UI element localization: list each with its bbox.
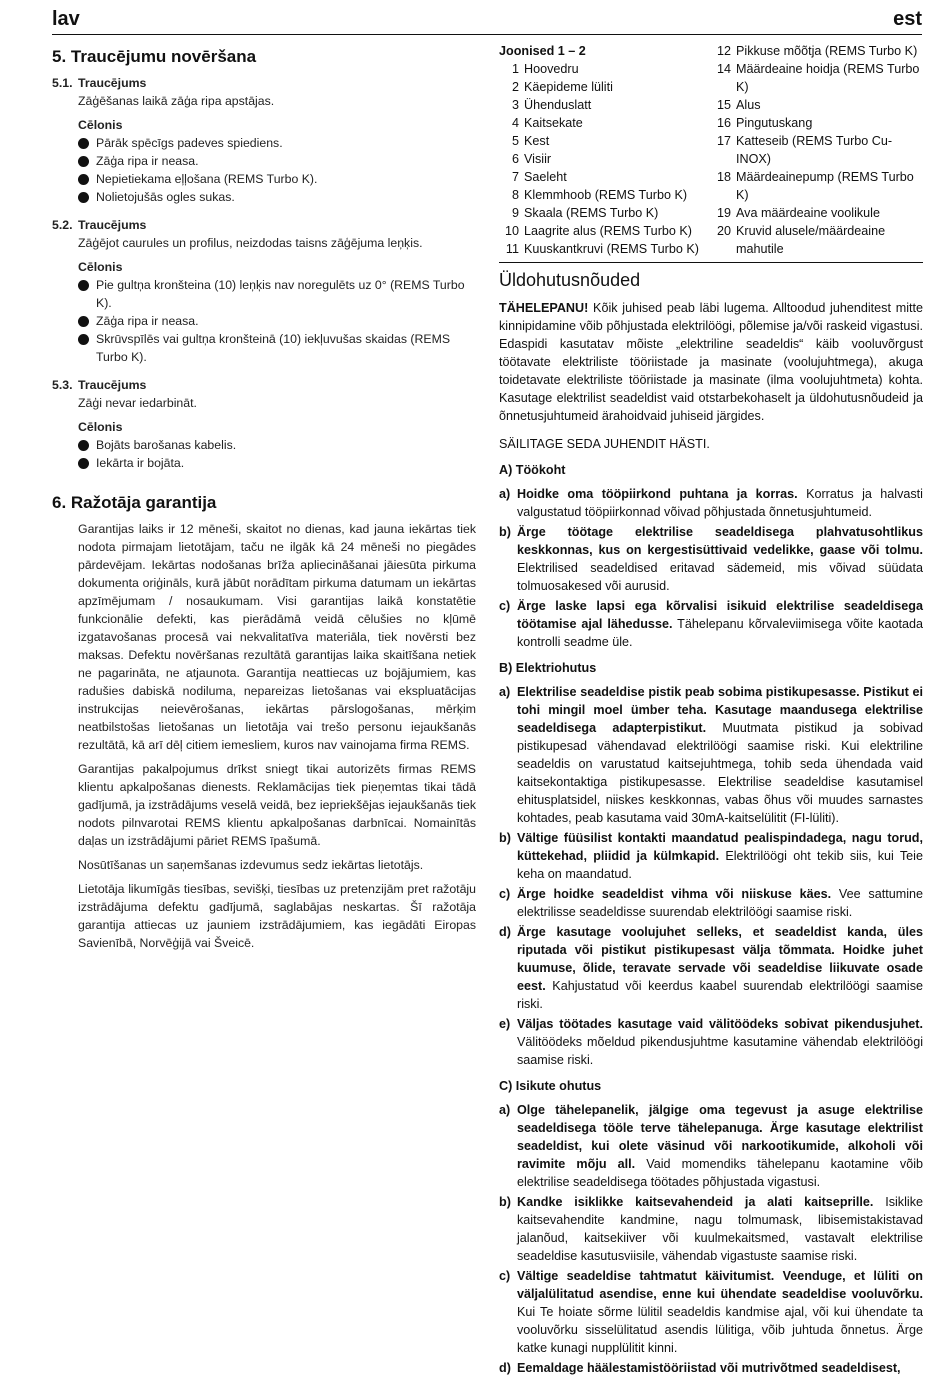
header-rule (52, 34, 922, 35)
safety-item-bold: Elektrilise seadeldise pistik peab sobima pistikupesasse. Pistikut ei tohi mingil moel ümber teha. Kasutage maandusega elektrilise seadeldisega adapterpistikut. (517, 685, 923, 735)
bullet-icon (78, 316, 89, 327)
safety-item-marker: e) (499, 1017, 511, 1031)
safety-item-marker: b) (499, 831, 511, 845)
legend-item-label: Pikkuse mõõtja (REMS Turbo K) (736, 44, 918, 58)
legend-item (711, 222, 923, 258)
safety-item-marker: a) (499, 487, 511, 501)
legend-item-label: Hoovedru (524, 62, 579, 76)
section-rule (499, 262, 923, 263)
warning-label: TÄHELEPANU! (499, 301, 589, 315)
safety-item-bold: Vältige seadeldise tahtmatut käivitumist. Veenduge, et lüliti on väljalülitatud asendise, enne kui ühendate seadeldise vooluvõrku. (517, 1269, 923, 1301)
safety-item-bold: Eemaldage häälestamistööriistad või mutrivõtmed seadeldisest, (517, 1361, 901, 1375)
safety-item-bold: Väljas töötades kasutage vaid välitöödeks sobivat pikendusjuhet. (517, 1017, 923, 1031)
subsection-a-title: A) Töökoht (499, 463, 566, 477)
bullet-icon (78, 192, 89, 203)
legend-item-label: Pingutuskang (736, 116, 813, 130)
bullet-icon (78, 458, 89, 469)
safety-item-bold: Ärge laske lapsi ega kõrvalisi isikuid elektrilise seadeldisega töötamise ajal lähedusse. (517, 599, 923, 631)
cause-label: Cēlonis (78, 420, 123, 434)
safety-item-bold: Kandke isiklikke kaitsevahendeid ja alati kaitseprille. (517, 1195, 874, 1209)
legend-item-label: Kruvid alusele/määrdeaine mahutile (736, 224, 886, 256)
safety-item-text: Isiklike kaitsevahendite kandmine, nagu tolmumask, libisemistakistavad jalanõud, kaitsekiiver või kuulmekaitsmed, vastavalt elektrilise seadeldise kasutusviisile, vähendab vigastuste saamise riski. (517, 1195, 923, 1263)
legend-item-number: 5 (511, 134, 519, 148)
legend-item-label: Laagrite alus (REMS Turbo K) (524, 224, 692, 238)
legend-item (499, 222, 704, 240)
cause-item: Iekārta ir bojāta. (52, 454, 476, 472)
legend-item-label: Katteseib (REMS Turbo Cu-INOX) (736, 134, 893, 166)
cause-label: Cēlonis (78, 118, 123, 132)
legend-item-number: 19 (716, 206, 731, 220)
legend-right (711, 42, 923, 258)
fault-description: Zāģi nevar iedarbināt. (78, 396, 197, 410)
cause-label: Cēlonis (78, 260, 123, 274)
subsection-title: Traucējums (78, 76, 147, 90)
cause-item: Pie gultņa kronšteina (10) leņķis nav noregulēts uz 0° (REMS Turbo K). (52, 276, 476, 312)
safety-item (499, 1015, 923, 1069)
lav-column (52, 42, 476, 952)
safety-item (499, 1101, 923, 1191)
header-language-left: lav (52, 8, 80, 30)
legend-item-label: Kuuskantkruvi (REMS Turbo K) (524, 242, 699, 256)
legend-item-number: 15 (716, 98, 731, 112)
subsection-number: 5.1. (52, 76, 73, 90)
legend-left (499, 42, 704, 258)
legend-item (711, 204, 923, 222)
bullet-icon (78, 440, 89, 451)
legend-item-number: 10 (504, 224, 519, 238)
subsection-title: Traucējums (78, 218, 147, 232)
bullet-icon (78, 156, 89, 167)
header-language-right: est (893, 8, 922, 30)
legend-item-number: 8 (511, 188, 519, 202)
legend-item-number: 11 (505, 242, 519, 256)
safety-item-bold: Olge tähelepanelik, jälgige oma tegevust ja asuge elektrilise seadeldisega tööle terve tähelepanuga. Ärge kasutage elektrilist seadeldist, kui olete väsinud või narkootikumide, alkoholi või ravimite mõju all. (517, 1103, 923, 1171)
warranty-paragraph: Lietotāja likumīgās tiesības, sevišķi, tiesības uz pretenzijām pret ražotāju izstrādājuma defektu gadījumā, saglabājas neskartas. Šī ražotāja garantija attiecas uz jauniem izstrādājumiem, kas iegādāti Eiropas Savienībā, Norvēģijā vai Šveicē. (78, 882, 476, 950)
legend-item (711, 114, 923, 132)
legend-item (499, 78, 704, 96)
bullet-icon (78, 174, 89, 185)
keep-instructions: SÄILITAGE SEDA JUHENDIT HÄSTI. (499, 437, 710, 451)
safety-item-bold: Vältige füüsilist kontakti maandatud pealispindadega, nagu torud, küttekehad, pliidid ja külmkapid. (517, 831, 923, 863)
safety-item-bold: Ärge töötage elektrilise seadeldisega plahvatusohtlikus keskkonnas, kus on kergestisüttivaid vedelikke, gaase või tolmu. (517, 525, 923, 557)
legend-item-number: 7 (511, 170, 519, 184)
safety-item (499, 885, 923, 921)
safety-item (499, 1193, 923, 1265)
safety-item-marker: c) (499, 599, 511, 613)
safety-item (499, 829, 923, 883)
legend-item-label: Ühenduslatt (524, 98, 592, 112)
subsection-number: 5.3. (52, 378, 73, 392)
legend-item-number: 20 (716, 224, 731, 238)
legend-item (499, 114, 704, 132)
figure-legend (499, 42, 923, 258)
legend-item (711, 132, 923, 168)
safety-item (499, 1359, 923, 1377)
cause-item: Zāģa ripa ir neasa. (52, 312, 476, 330)
legend-item-label: Kaitsekate (524, 116, 583, 130)
cause-item: Zāģa ripa ir neasa. (52, 152, 476, 170)
subsection-5-3 (52, 376, 476, 472)
safety-item-text: Korratus ja halvasti valgustatud tööpiirkonnad võivad põhjustada õnnetusjuhtumeid. (517, 487, 923, 519)
bullet-icon (78, 280, 89, 291)
safety-item-text: Kahjustatud või keerdus kaabel suurendab elektrilöögi saamise riski. (517, 979, 923, 1011)
safety-item-marker: a) (499, 685, 511, 699)
est-column (499, 42, 923, 1379)
legend-item-label: Käepideme lüliti (524, 80, 613, 94)
subsection-number: 5.2. (52, 218, 73, 232)
safety-item-marker: d) (499, 925, 511, 939)
safety-item-text: Kui Te hoiate sõrme lülitil seadeldis kandmise ajal, või kui ühendate ta vooluvõrku sisselülitatud asendis lülitiga, võib juhtuda õnnetus. Ärge katke kunagi nupplülitit kinni. (517, 1305, 923, 1355)
safety-item-text: Vaid momendiks tähelepanu kaotamine võib elektrilise seadeldisega töötades põhjustada vigastusi. (517, 1157, 923, 1189)
bullet-icon (78, 334, 89, 345)
safety-item-bold: Ärge kasutage voolujuhet selleks, et seadeldist kanda, üles riputada või pistikut pistikupesast välja tõmmata. Hoidke juhet kuumuse, õlide, teravate servade või seadeldise liikuvate osade eest. (517, 925, 923, 993)
cause-item: Pārāk spēcīgs padeves spiediens. (52, 134, 476, 152)
warning-paragraph: TÄHELEPANU! Kõik juhised peab läbi lugema. Alltoodud juhenditest mitte kinnipidamine võib põhjustada elektrilöögi, põlemise ja/või raskeid vigastusi. Edaspidi kasutatav mõiste „elektriline seadeldis“ käib vooluvõrgust töötavate elektriliste tööriistade ja masinate (voolujuhtmega), akuga toidetavate elektriliste tööriistade ja masinate (ilma voolujuhtmeta) kohta. Kasutage elektrilist seadeldist vaid otstarbekohaselt ja üldohutusnõudeid ja õnnetusjuhtumeid ärahoidvaid juhiseid järgides. (499, 301, 923, 423)
legend-item-number: 16 (716, 116, 731, 130)
legend-item-label: Klemmhoob (REMS Turbo K) (524, 188, 688, 202)
warranty-paragraph: Garantijas pakalpojumus drīkst sniegt tikai autorizēts firmas REMS klientu apkalpošanas dienests. Reklamācijas tiek pieņemtas tikai tādā gadījumā, ja izstrādājums veselā veidā, bez iepriekšējas iejaukšanās tiek nodots pilnvarotai REMS klientu apkalpošanas darbnīcai. Nomainītās daļas un izstrādājumi pāriet REMS īpašumā. (78, 762, 476, 848)
section-6-title: 6. Ražotāja garantija (52, 493, 217, 512)
legend-item-number: 6 (511, 152, 519, 166)
legend-item (499, 132, 704, 150)
safety-item (499, 923, 923, 1013)
safety-section-title: Üldohutusnõuded (499, 270, 641, 290)
warranty-paragraph: Garantijas laiks ir 12 mēneši, skaitot no dienas, kad jauna iekārtas tiek nodota pirmajam lietotājam, taču ne ilgāk kā 24 mēneši no piegādes pārdevējam. Iekārtas nodošanas brīža apliecināšanai jāiesūta pirkuma dokumenta oriģināls, kurā jābūt norādītam pirkuma datumam un iekārtas apzīmējumam / nosaukumam. Visi garantijas laikā konstatētie funkcionālie defekti, kas pierādāmā veidā cēlušies no kļūmē izgatavošanas procesā vai nekvalitatīva materiāla, tiek novērsti bez maksas. Defektu novēršanas rezultātā garantijas laika skaitīšana netiek ne pagarināta, ne atjaunota. Garantija neattiecas uz bojājumiem, kas radušies dabiskā nodiluma, nepareizas lietošanas vai ekspluatācijas instrukcijas neievērošanas, iekārtas pārslogošanas, mērķim neatbilstošas lietošanas un lietotāja vai trešo personu iejaukšanās rezultātā, kā arī dēļ citiem iemesliem, kuros nav vainojama firma REMS. (78, 522, 476, 752)
legend-item-label: Alus (736, 98, 761, 112)
legend-item-label: Ava määrdeaine voolikule (736, 206, 880, 220)
bullet-icon (78, 138, 89, 149)
fault-description: Zāģēšanas laikā zāģa ripa apstājas. (78, 94, 275, 108)
cause-item: Nolietojušās ogles sukas. (52, 188, 476, 206)
legend-item-label: Kest (524, 134, 550, 148)
legend-item (499, 150, 704, 168)
legend-item (711, 168, 923, 204)
safety-item (499, 523, 923, 595)
safety-item-text: Välitöödeks mõeldud pikendusjuhtme kasutamine vähendab elektrilöögi saamise riski. (517, 1035, 923, 1067)
subsection-b-title: B) Elektriohutus (499, 661, 597, 675)
legend-item (711, 42, 923, 60)
legend-item-number: 3 (511, 98, 519, 112)
legend-item-number: 18 (716, 170, 731, 184)
legend-item-label: Määrdeaine hoidja (REMS Turbo K) (736, 62, 920, 94)
cause-item: Nepietiekama eļļošana (REMS Turbo K). (52, 170, 476, 188)
safety-item (499, 1267, 923, 1357)
subsection-5-2 (52, 216, 476, 366)
legend-item-number: 17 (716, 134, 731, 148)
safety-item-text: Tähelepanu kõrvaleviimisega võite kaotada kontrolli seadme üle. (517, 617, 923, 649)
legend-item-number: 1 (511, 62, 519, 76)
subsection-title: Traucējums (78, 378, 147, 392)
legend-item (711, 60, 923, 96)
legend-item-number: 12 (716, 44, 731, 58)
safety-item-text: Vee sattumine elektrilisse seadeldisse suurendab elektrilöögi saamise riski. (517, 887, 923, 919)
safety-item-text: Elektrilised seadeldised eritavad sädemeid, mis võivad süüdata tolmuosakesed või aurusid. (517, 561, 923, 593)
safety-item-marker: b) (499, 1195, 511, 1209)
legend-item (711, 96, 923, 114)
safety-item-marker: c) (499, 887, 511, 901)
subsection-c-title: C) Isikute ohutus (499, 1079, 602, 1093)
safety-item-bold: Hoidke oma tööpiirkond puhtana ja korras. (517, 487, 798, 501)
legend-item (499, 60, 704, 78)
safety-item-marker: c) (499, 1269, 511, 1283)
safety-item-text: Muutmata pistikud ja sobivad pistikupesad vähendavad elektrilöögi saamise riski. Kui elektriline seadeldis on varustatud kaitsejuhtmega, tohib seda ühendada vaid kaitsekontaktiga pistikupesasse. Elektrilise seadeldise kasutamisel ehitusplatsidel, niiskes keskkonnas, vabas õhus või muudes sarnastes kohtades, peab kasutama vaid 30mA-kaitselülitit (FI-lüliti). (517, 721, 924, 825)
safety-item (499, 485, 923, 521)
legend-item-number: 14 (716, 62, 731, 76)
safety-item-bold: Ärge hoidke seadeldist vihma või niiskuse käes. (517, 887, 832, 901)
cause-item: Skrūvspīlēs vai gultņa kronšteinā (10) iekļuvušas skaidas (REMS Turbo K). (52, 330, 476, 366)
legend-item (499, 240, 704, 258)
legend-item-number: 4 (511, 116, 519, 130)
safety-item-text: Elektrilöögi oht tekib siis, kui Teie keha on maandatud. (517, 849, 923, 881)
safety-item (499, 597, 923, 651)
section-5-title: 5. Traucējumu novēršana (52, 47, 257, 66)
legend-item-number: 9 (511, 206, 519, 220)
legend-item-label: Määrdeainepump (REMS Turbo K) (736, 170, 914, 202)
subsection-5-1 (52, 74, 476, 206)
legend-item-label: Saeleht (524, 170, 567, 184)
safety-item-marker: a) (499, 1103, 511, 1117)
legend-item (499, 186, 704, 204)
safety-item-marker: d) (499, 1361, 511, 1375)
legend-title: Joonised 1 – 2 (499, 44, 586, 58)
legend-item (499, 96, 704, 114)
safety-item-marker: b) (499, 525, 511, 539)
warranty-paragraph: Nosūtīšanas un saņemšanas izdevumus sedz iekārtas lietotājs. (78, 858, 424, 872)
legend-item (499, 204, 704, 222)
cause-item: Bojāts barošanas kabelis. (52, 436, 476, 454)
legend-item-number: 2 (511, 80, 519, 94)
legend-item (499, 168, 704, 186)
safety-item (499, 683, 923, 827)
fault-description: Zāģējot caurules un profilus, neizdodas taisns zāģējuma leņķis. (78, 236, 423, 250)
legend-item-label: Skaala (REMS Turbo K) (524, 206, 659, 220)
legend-item-label: Visiir (524, 152, 552, 166)
